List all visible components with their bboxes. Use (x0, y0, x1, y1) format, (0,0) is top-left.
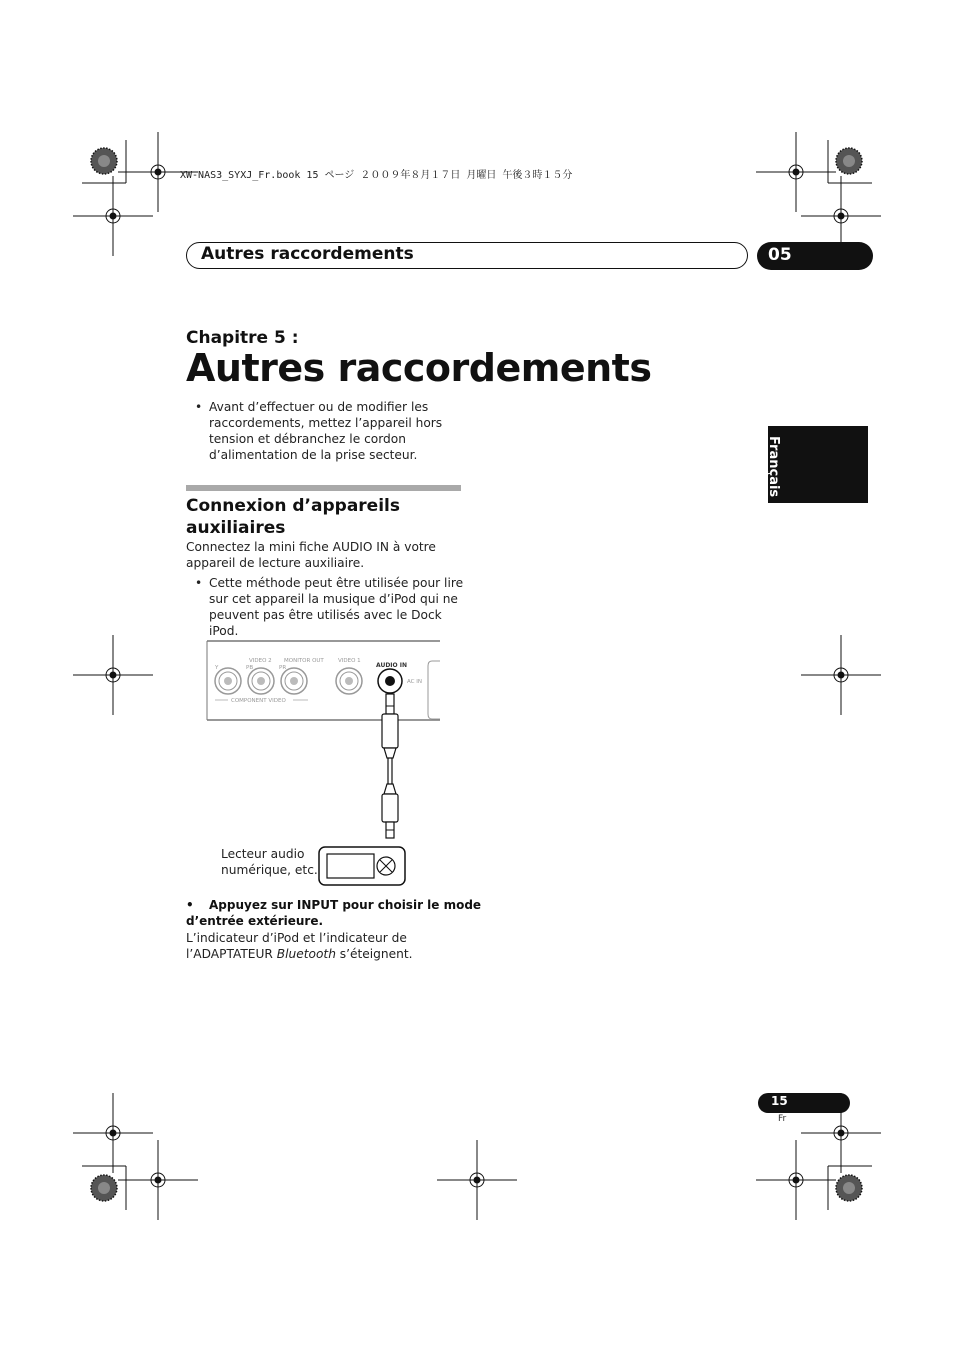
intro-bullet: • Avant d’effectuer ou de modifier les raccordements, mettez l’appareil hors tension et débranchez le cordon d’alimentation de la prise secteur. (209, 399, 449, 463)
label-y: Y (215, 665, 219, 671)
section-title: Connexion d’appareils auxiliaires (186, 496, 400, 538)
language-tab (768, 426, 868, 503)
jack-pr (281, 668, 307, 694)
chapter-label: Chapitre 5 : (186, 328, 299, 348)
device-label-line1: Lecteur audio (221, 847, 305, 861)
result-line2: l’ADAPTATEUR Bluetooth s’éteignent. (186, 947, 413, 961)
label-component-video: COMPONENT VIDEO (231, 698, 286, 704)
label-video1: VIDEO 1 (338, 658, 361, 664)
language-tab-label: Français (766, 436, 781, 498)
label-video2: VIDEO 2 (249, 658, 272, 664)
label-monitor-out: MONITOR OUT (284, 658, 324, 664)
ac-in-socket-outline (428, 661, 440, 719)
chapter-number: 05 (768, 245, 792, 265)
player-screen (327, 854, 374, 878)
mini-plug-top (382, 694, 398, 758)
instruction-line2: d’entrée extérieure. (186, 914, 324, 928)
section-bullet: • Cette méthode peut être utilisée pour lire sur cet appareil la musique d’iPod qui ne peuvent pas être utilisés avec le Dock iPod. (209, 575, 469, 639)
header-title: Autres raccordements (201, 244, 414, 264)
digital-audio-player (319, 847, 405, 885)
bluetooth-term: Bluetooth (276, 947, 336, 961)
jack-video1 (336, 668, 362, 694)
instruction-line1: Appuyez sur INPUT pour choisir le mode (209, 898, 482, 912)
mini-plug-bottom (382, 784, 398, 838)
jack-y (215, 668, 241, 694)
section-divider (186, 485, 461, 491)
page-number: 15 (771, 1094, 788, 1108)
chapter-title: Autres raccordements (186, 346, 652, 390)
page-language: Fr (778, 1114, 787, 1124)
print-info: XW-NAS3_SYXJ_Fr.book 15 ページ ２００９年８月１７日 月曜日 午後３時１５分 (180, 170, 573, 181)
audio-in-jack (378, 669, 402, 693)
label-ac-in: AC IN (407, 679, 422, 685)
audio-cable (388, 758, 392, 784)
result-line1: L’indicateur d’iPod et l’indicateur de (186, 931, 407, 945)
jack-pb (248, 668, 274, 694)
label-pr: PR (279, 665, 287, 671)
instruction-bullet-mark: • (186, 898, 194, 912)
label-pb: PB (246, 665, 254, 671)
device-label-line2: numérique, etc. (221, 863, 318, 877)
section-paragraph: Connectez la mini fiche AUDIO IN à votre appareil de lecture auxiliaire. (186, 540, 436, 570)
label-audio-in: AUDIO IN (376, 662, 407, 669)
